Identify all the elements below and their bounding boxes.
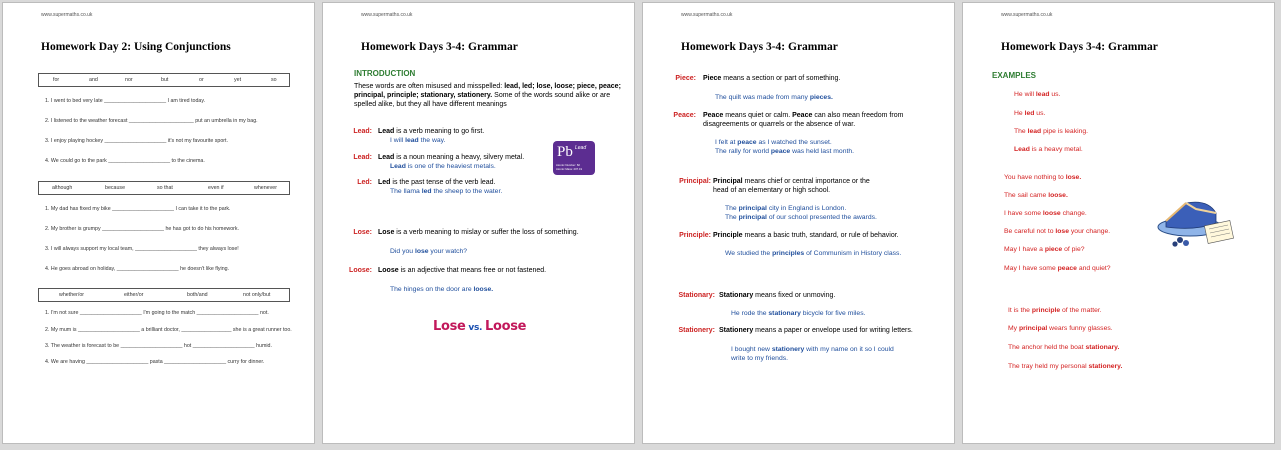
term-label: Lead: <box>353 128 372 135</box>
pie-illustration <box>1156 185 1236 251</box>
word-box-item: nor <box>125 77 133 83</box>
definition-text: means quiet or calm. <box>723 112 793 119</box>
example-text: city in England is London. <box>766 205 847 212</box>
example-text: The <box>725 205 739 212</box>
page-title: Homework Days 3-4: Grammar <box>1001 41 1158 53</box>
sentence-term: loose. <box>1048 192 1068 199</box>
example-text: The hinges on the door are <box>390 286 474 293</box>
word-box-item: and <box>89 77 98 83</box>
example-term: lose <box>414 248 429 255</box>
intro-text: These words are often misused and misspelled: <box>354 83 505 90</box>
sentence-text: May I have some <box>1004 265 1058 272</box>
example <box>390 187 502 196</box>
sentence-term: piece <box>1044 246 1063 253</box>
example-text: Did you <box>390 248 415 255</box>
example-sentence <box>1014 90 1060 99</box>
example-text: The rally for world <box>715 148 771 155</box>
example-text: your watch? <box>428 248 468 255</box>
example <box>390 285 493 294</box>
logo-word: Loose <box>485 319 527 334</box>
word-box-1 <box>38 73 290 87</box>
example <box>715 147 854 156</box>
element-info <box>556 164 582 171</box>
definition-text: means a paper or envelope used for writing letters. <box>753 327 913 334</box>
example-text: of Communism in History class. <box>804 250 902 257</box>
example-term: pieces. <box>809 94 833 101</box>
example-text: I will <box>390 137 406 144</box>
example-text: He rode the <box>731 310 769 317</box>
example <box>725 249 901 258</box>
word-box-item: so <box>271 77 277 83</box>
example-sentence <box>1008 324 1113 333</box>
word-box-item: but <box>161 77 169 83</box>
example-sentence <box>1014 127 1088 136</box>
sentence-text: change. <box>1060 210 1087 217</box>
example-sentence <box>1004 209 1087 218</box>
section-heading: EXAMPLES <box>992 71 1037 80</box>
question-line: 4. We are having _____________________ pasta _____________________ curry for dinner. <box>45 359 265 365</box>
example-text: is one of the heaviest metals. <box>405 163 496 170</box>
term-label: Principal: <box>679 178 711 185</box>
example-text: The quilt was made from many <box>715 94 810 101</box>
sentence-text: The tray held my personal <box>1008 363 1089 370</box>
sentence-term: stationery. <box>1088 363 1123 370</box>
term-label: Lead: <box>353 154 372 161</box>
section-heading: INTRODUCTION <box>354 69 416 78</box>
sentence-text: May I have a <box>1004 246 1045 253</box>
page-url: www.supermaths.co.uk <box>1001 12 1053 18</box>
term: Led <box>378 179 391 186</box>
page-grammar-examples <box>962 2 1275 444</box>
word-box-item: although <box>52 185 73 191</box>
intro-word-list: lead, led; lose, loose; piece, peace; principal, principle; stationary, stationery. <box>354 83 621 99</box>
logo-word: Lose <box>433 319 466 334</box>
example-text: the way. <box>418 137 446 144</box>
question-line: 2. My brother is grumpy _____________________ he has got to do his homework. <box>45 226 240 232</box>
term: Peace <box>703 112 724 119</box>
definition-text: is a verb meaning to mislay or suffer the loss of something. <box>394 229 579 236</box>
definition <box>378 127 484 136</box>
page-title: Homework Days 3-4: Grammar <box>361 41 518 53</box>
definition <box>378 266 546 275</box>
term-label: Loose: <box>349 267 372 274</box>
example-term: stationery <box>771 346 805 353</box>
lose-vs-loose-logo <box>433 319 526 334</box>
example-term: principal <box>738 205 767 212</box>
word-box-2 <box>38 181 290 195</box>
example-term: led <box>421 188 432 195</box>
element-symbol: Pb <box>557 144 573 160</box>
sentence-text: and quiet? <box>1076 265 1111 272</box>
definition <box>378 153 524 162</box>
term: Peace <box>792 112 813 119</box>
example-sentence <box>1004 245 1085 254</box>
element-info-line: Atomic Number: 82 <box>556 163 580 167</box>
example-text: The <box>725 214 739 221</box>
word-box-item: for <box>53 77 60 83</box>
example-term: stationary <box>768 310 801 317</box>
sentence-text: us. <box>1049 91 1061 98</box>
sentence-text: You have nothing to <box>1004 174 1066 181</box>
sentence-text: of pie? <box>1062 246 1085 253</box>
page-grammar-intro <box>322 2 635 444</box>
sentence-text: your change. <box>1069 228 1111 235</box>
example-text: with my name on it so I could <box>804 346 894 353</box>
term-label: Peace: <box>673 112 696 119</box>
example-text: bicycle for five miles. <box>800 310 866 317</box>
definition <box>713 177 870 186</box>
word-box-item: whenever <box>254 185 277 191</box>
page-url: www.supermaths.co.uk <box>361 12 413 18</box>
question-line: 4. We could go to the park _____________________ to the cinema. <box>45 158 205 164</box>
page-title: Homework Day 2: Using Conjunctions <box>41 41 231 53</box>
definition-text: means chief or central importance or the <box>742 178 870 185</box>
example <box>731 345 894 354</box>
example <box>731 309 865 318</box>
example-sentence <box>1004 173 1081 182</box>
example-text: I felt at <box>715 139 738 146</box>
example <box>725 204 846 213</box>
sentence-text: It is the <box>1008 307 1032 314</box>
question-line: 2. I listened to the weather forecast ______________________ put an umbrella in my bag. <box>45 118 258 124</box>
page-grammar-definitions <box>642 2 955 444</box>
term-label: Principle: <box>679 232 711 239</box>
word-box-item: not only/but <box>243 292 271 298</box>
definition <box>713 231 899 240</box>
question-line: 3. I enjoy playing hockey _____________________ it's not my favourite sport. <box>45 138 228 144</box>
word-box-item: so that <box>157 185 173 191</box>
term: Lead <box>378 128 395 135</box>
definition-text: means fixed or unmoving. <box>753 292 836 299</box>
example <box>715 93 833 102</box>
sentence-text: The <box>1014 128 1028 135</box>
term: Stationary <box>719 292 754 299</box>
sentence-text: He <box>1014 110 1025 117</box>
example-text: I bought new <box>731 346 772 353</box>
sentence-term: stationary. <box>1085 344 1120 351</box>
example-term: peace <box>770 148 791 155</box>
word-box-item: both/and <box>187 292 208 298</box>
sentence-term: lead <box>1027 128 1042 135</box>
definition-text: is a verb meaning to go first. <box>394 128 485 135</box>
term-label: Stationery: <box>678 327 715 334</box>
definition <box>719 326 913 335</box>
term-label: Lose: <box>353 229 372 236</box>
question-line: 1. I went to bed very late _____________________ I am tired today. <box>45 98 206 104</box>
sentence-text: The sail came <box>1004 192 1049 199</box>
example <box>715 138 832 147</box>
example-term: loose. <box>473 286 494 293</box>
sentence-text: pipe is leaking. <box>1041 128 1089 135</box>
example-sentence <box>1008 343 1119 352</box>
term: Lead <box>378 154 395 161</box>
sentence-text: He will <box>1014 91 1036 98</box>
logo-vs: vs. <box>465 323 485 333</box>
element-name: Lead <box>575 145 587 151</box>
example-term: principles <box>772 250 805 257</box>
sentence-text: The anchor held the boat <box>1008 344 1086 351</box>
sentence-text: I have some <box>1004 210 1043 217</box>
example-sentence <box>1014 145 1083 154</box>
definition-text: means a basic truth, standard, or rule of behavior. <box>742 232 899 239</box>
term-label: Piece: <box>675 75 696 82</box>
definition <box>719 291 835 300</box>
intro-paragraph <box>354 82 634 109</box>
example-term: principal <box>738 214 767 221</box>
term: Stationery <box>719 327 754 334</box>
sentence-text: us. <box>1034 110 1046 117</box>
example-sentence <box>1008 306 1102 315</box>
sentence-text: My <box>1008 325 1019 332</box>
sentence-text: wears funny glasses. <box>1047 325 1113 332</box>
word-box-item: either/or <box>124 292 144 298</box>
definition <box>378 178 496 187</box>
term-label: Led: <box>357 179 372 186</box>
example <box>725 213 877 222</box>
example <box>390 247 467 256</box>
sentence-term: peace <box>1057 265 1077 272</box>
word-box-item: whether/or <box>59 292 85 298</box>
sentence-term: loose <box>1042 210 1061 217</box>
word-box-3 <box>38 288 290 302</box>
example <box>390 162 496 171</box>
example-sentence <box>1004 227 1110 236</box>
sentence-term: Lead <box>1014 146 1030 153</box>
example-term: peace <box>737 139 757 146</box>
example-term: lead <box>405 137 419 144</box>
page-url: www.supermaths.co.uk <box>681 12 733 18</box>
definition-text: is a noun meaning a heavy, silvery metal. <box>394 154 525 161</box>
page-url: www.supermaths.co.uk <box>41 12 93 18</box>
definition <box>703 74 840 83</box>
term: Principle <box>713 232 743 239</box>
sentence-term: lose. <box>1065 174 1082 181</box>
example-text: as I watched the sunset. <box>756 139 832 146</box>
question-line: 1. I'm not sure _____________________ I'm going to the match _____________________ not. <box>45 310 269 316</box>
question-line: 3. The weather is forecast to be _____________________ hot _____________________ humid. <box>45 343 272 349</box>
definition-continued: disagreements or quarrels or the absence of war. <box>703 121 856 128</box>
sentence-text: Be careful not to <box>1004 228 1056 235</box>
sentence-term: principle <box>1031 307 1061 314</box>
term: Lose <box>378 229 395 236</box>
sentence-term: lead <box>1035 91 1050 98</box>
definition-text: means a section or part of something. <box>721 75 841 82</box>
term: Piece <box>703 75 722 82</box>
definition <box>378 228 579 237</box>
example-sentence <box>1004 264 1111 273</box>
example-term: Lead <box>390 163 406 170</box>
definition <box>703 111 903 120</box>
page-title: Homework Days 3-4: Grammar <box>681 41 838 53</box>
element-info-line: Atomic Mass: 207.19 <box>556 166 583 171</box>
sentence-text: is a heavy metal. <box>1029 146 1083 153</box>
term: Principal <box>713 178 743 185</box>
question-line: 3. I will always support my local team, _____________________ they always lose! <box>45 246 239 252</box>
definition-text: is an adjective that means free or not fastened. <box>398 267 547 274</box>
sentence-term: led <box>1024 110 1035 117</box>
example-text: We studied the <box>725 250 773 257</box>
example-sentence <box>1008 362 1122 371</box>
intro-text: Some of the words sound alike or are spelled alike, but they all have different meanings <box>354 92 611 108</box>
word-box-item: yet <box>234 77 242 83</box>
term-label: Stationary: <box>678 292 715 299</box>
example-text: of our school presented the awards. <box>766 214 877 221</box>
question-line: 2. My mum is _____________________ a brilliant doctor, _________________ she is a great runner too. <box>45 327 292 333</box>
example-text: The llama <box>390 188 422 195</box>
sentence-text: of the matter. <box>1060 307 1102 314</box>
definition-text: is the past tense of the verb lead. <box>390 179 496 186</box>
word-box-item: even if <box>208 185 224 191</box>
example-continued: write to my friends. <box>731 355 789 362</box>
lead-element-image <box>553 141 595 175</box>
example <box>390 136 445 145</box>
sentence-term: principal <box>1018 325 1048 332</box>
page-conjunctions <box>2 2 315 444</box>
sentence-term: lose <box>1055 228 1069 235</box>
question-line: 4. He goes abroad on holiday, _____________________ he doesn't like flying. <box>45 266 230 272</box>
example-sentence <box>1014 109 1045 118</box>
word-box-item: or <box>199 77 204 83</box>
definition-text: can also mean freedom from <box>812 112 904 119</box>
definition-continued: head of an elementary or high school. <box>713 187 831 194</box>
term: Loose <box>378 267 399 274</box>
example-text: was held last month. <box>790 148 855 155</box>
example-sentence <box>1004 191 1068 200</box>
question-line: 1. My dad has fixed my bike _____________________ I can take it to the park. <box>45 206 231 212</box>
word-box-item: because <box>105 185 126 191</box>
example-text: the sheep to the water. <box>431 188 503 195</box>
